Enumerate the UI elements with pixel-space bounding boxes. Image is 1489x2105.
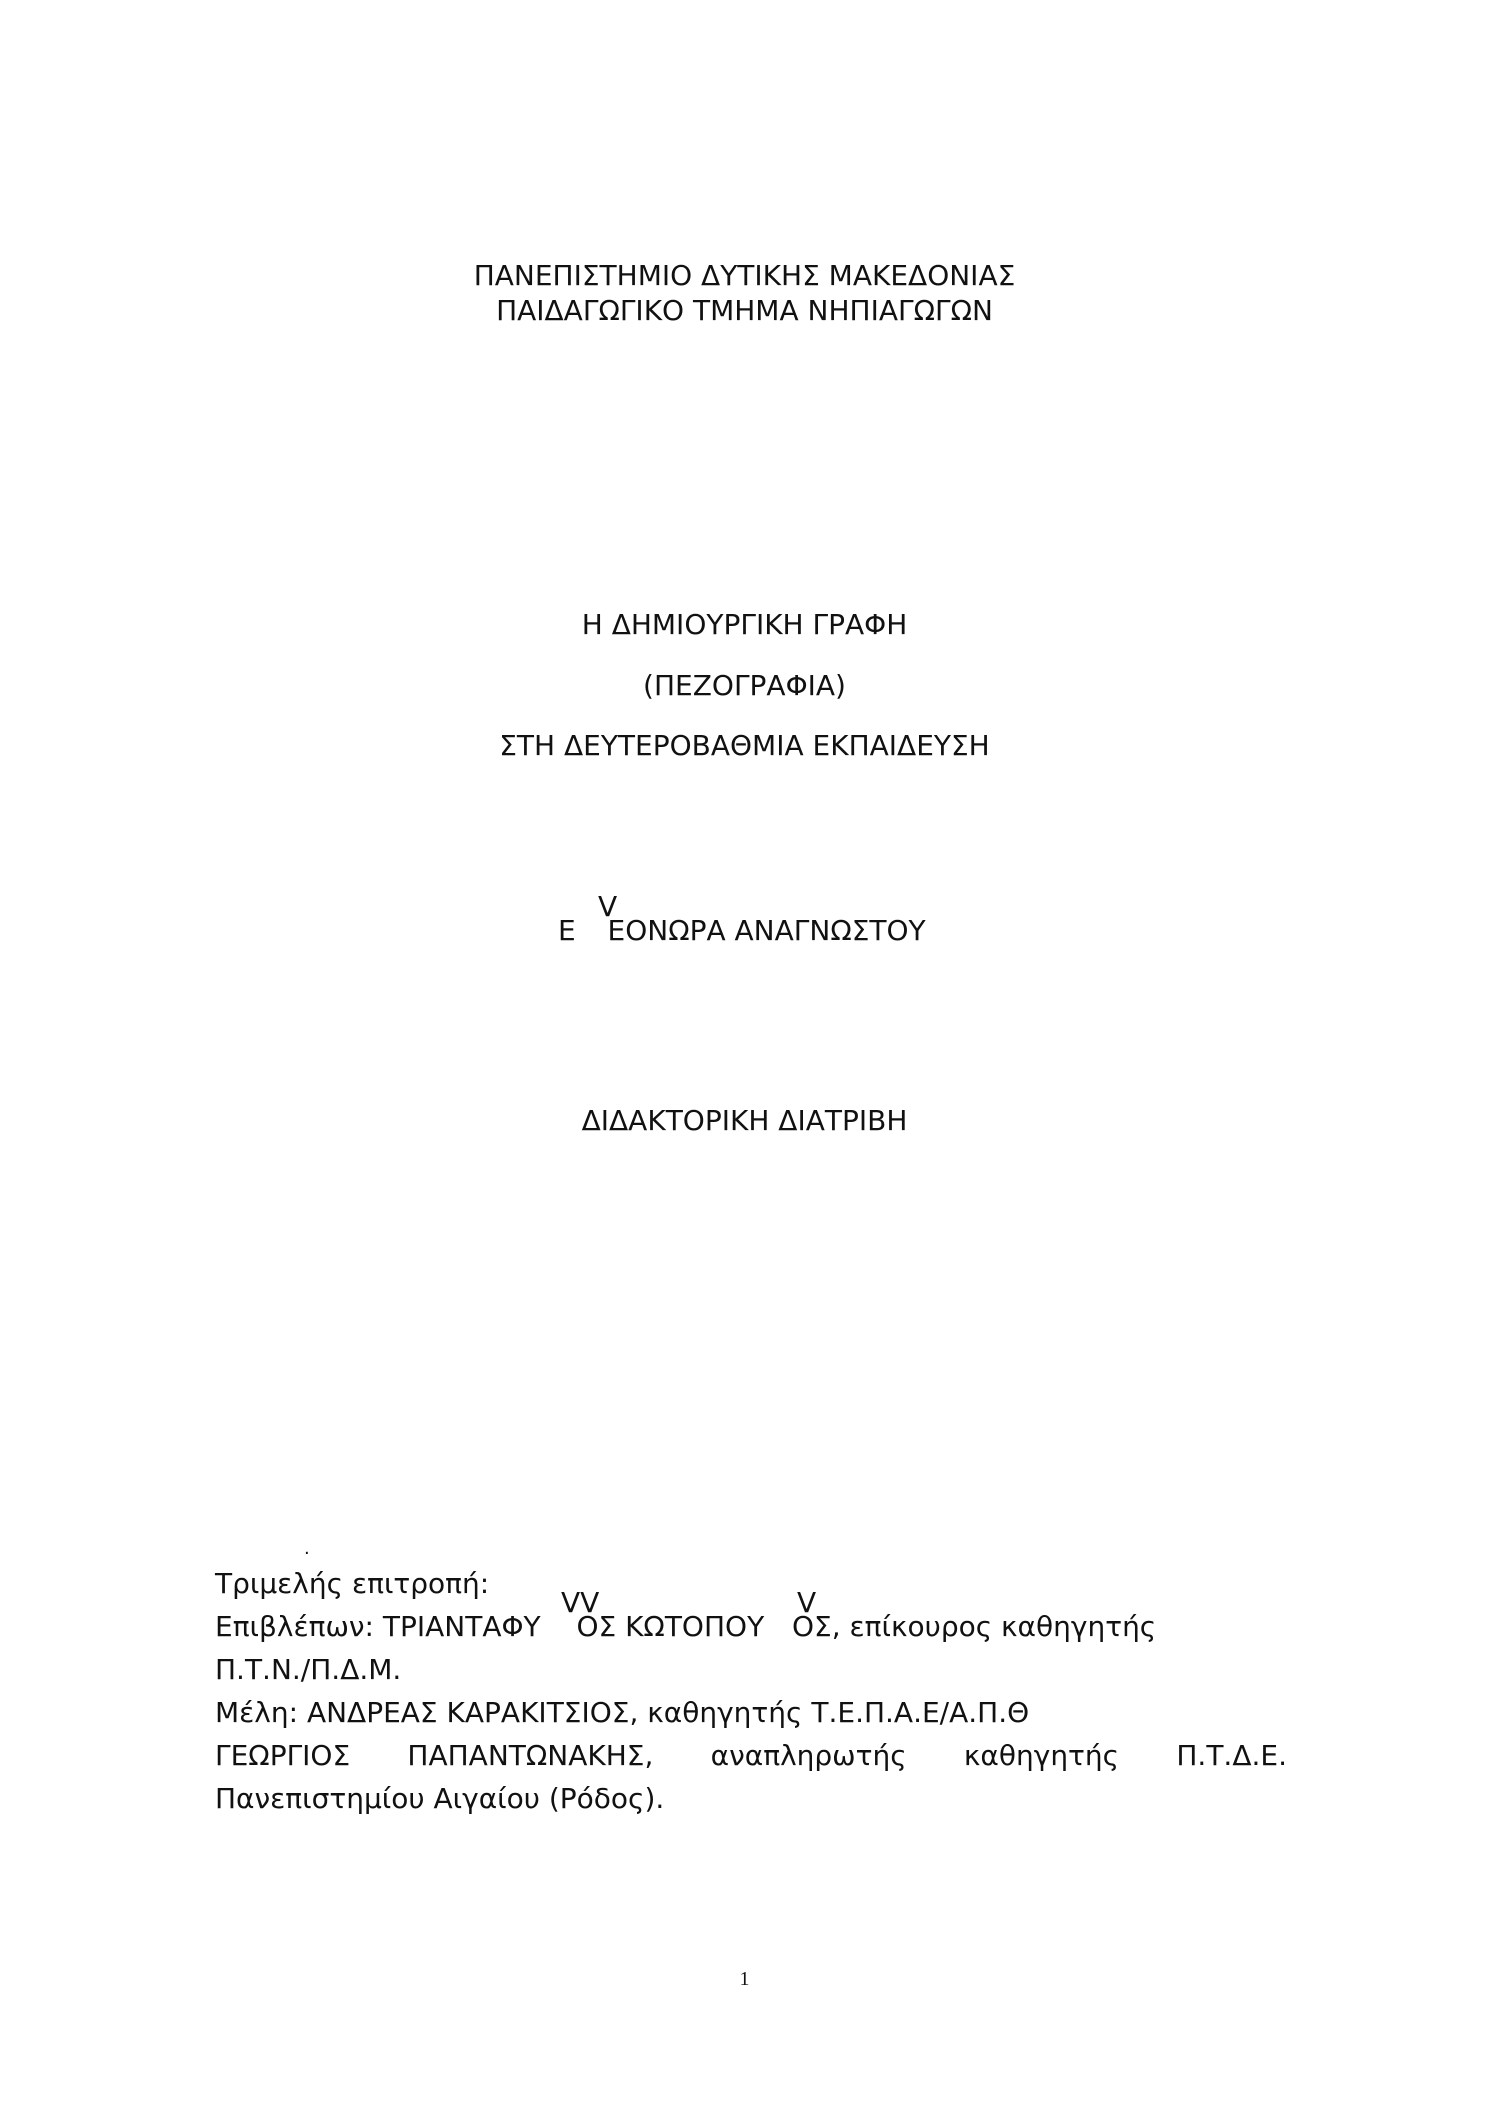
- committee-supervisor: [215, 1610, 1156, 1644]
- supervisor-overlay-glyph-2: V: [797, 1586, 817, 1619]
- member-2-word: ΓΕΩΡΓΙΟΣ: [215, 1739, 351, 1772]
- page-number: 1: [739, 1968, 750, 1990]
- author-name-part-1: Ε: [558, 914, 576, 947]
- committee-heading: Τριμελής επιτροπή:: [215, 1567, 490, 1600]
- member-2-word: αναπληρωτής: [710, 1739, 907, 1772]
- committee-member-1: Μέλη: ΑΝΔΡΕΑΣ ΚΑΡΑΚΙΤΣΙΟΣ, καθηγητής Τ.Ε.Π.Α.Ε/Α.Π.Θ: [215, 1696, 1030, 1729]
- department-name: ΠΑΙΔΑΓΩΓΙΚΟ ΤΜΗΜΑ ΝΗΠΙΑΓΩΓΩΝ: [496, 294, 993, 327]
- member-2-affiliation: Πανεπιστημίου Αιγαίου (Ρόδος).: [215, 1782, 665, 1815]
- supervisor-overlay-glyph-1: VV: [561, 1586, 600, 1619]
- document-type: ΔΙΔΑΚΤΟΡΙΚΗ ΔΙΑΤΡΙΒΗ: [581, 1104, 908, 1137]
- author-name-part-2: ΕΟΝΩΡΑ ΑΝΑΓΝΩΣΤΟΥ: [607, 914, 926, 947]
- stray-dot: .: [304, 1538, 310, 1559]
- thesis-title-line-3: ΣΤΗ ΔΕΥΤΕΡΟΒΑΘΜΙΑ ΕΚΠΑΙΔΕΥΣΗ: [499, 729, 990, 762]
- thesis-title-line-1: Η ΔΗΜΙΟΥΡΓΙΚΗ ΓΡΑΦΗ: [581, 608, 908, 641]
- thesis-title-line-2: (ΠΕΖΟΓΡΑΦΙΑ): [643, 669, 846, 702]
- member-2-word: καθηγητής: [963, 1739, 1120, 1772]
- supervisor-part-2: ΟΣ ΚΩΤΟΠΟΥ: [576, 1610, 765, 1643]
- supervisor-part-3: ΟΣ, επίκουρος καθηγητής: [791, 1610, 1157, 1643]
- supervisor-affiliation: Π.Τ.Ν./Π.Δ.Μ.: [215, 1653, 402, 1686]
- committee-member-2: [215, 1739, 1287, 1773]
- member-2-word: Π.Τ.Δ.Ε.: [1176, 1739, 1287, 1772]
- member-2-word: ΠΑΠΑΝΤΩΝΑΚΗΣ,: [407, 1739, 654, 1772]
- author-overlay-glyph: V: [598, 890, 618, 923]
- university-name: ΠΑΝΕΠΙΣΤΗΜΙΟ ΔΥΤΙΚΗΣ ΜΑΚΕΔΟΝΙΑΣ: [473, 259, 1016, 292]
- supervisor-part-1: Επιβλέπων: ΤΡΙΑΝΤΑΦΥ: [215, 1610, 541, 1643]
